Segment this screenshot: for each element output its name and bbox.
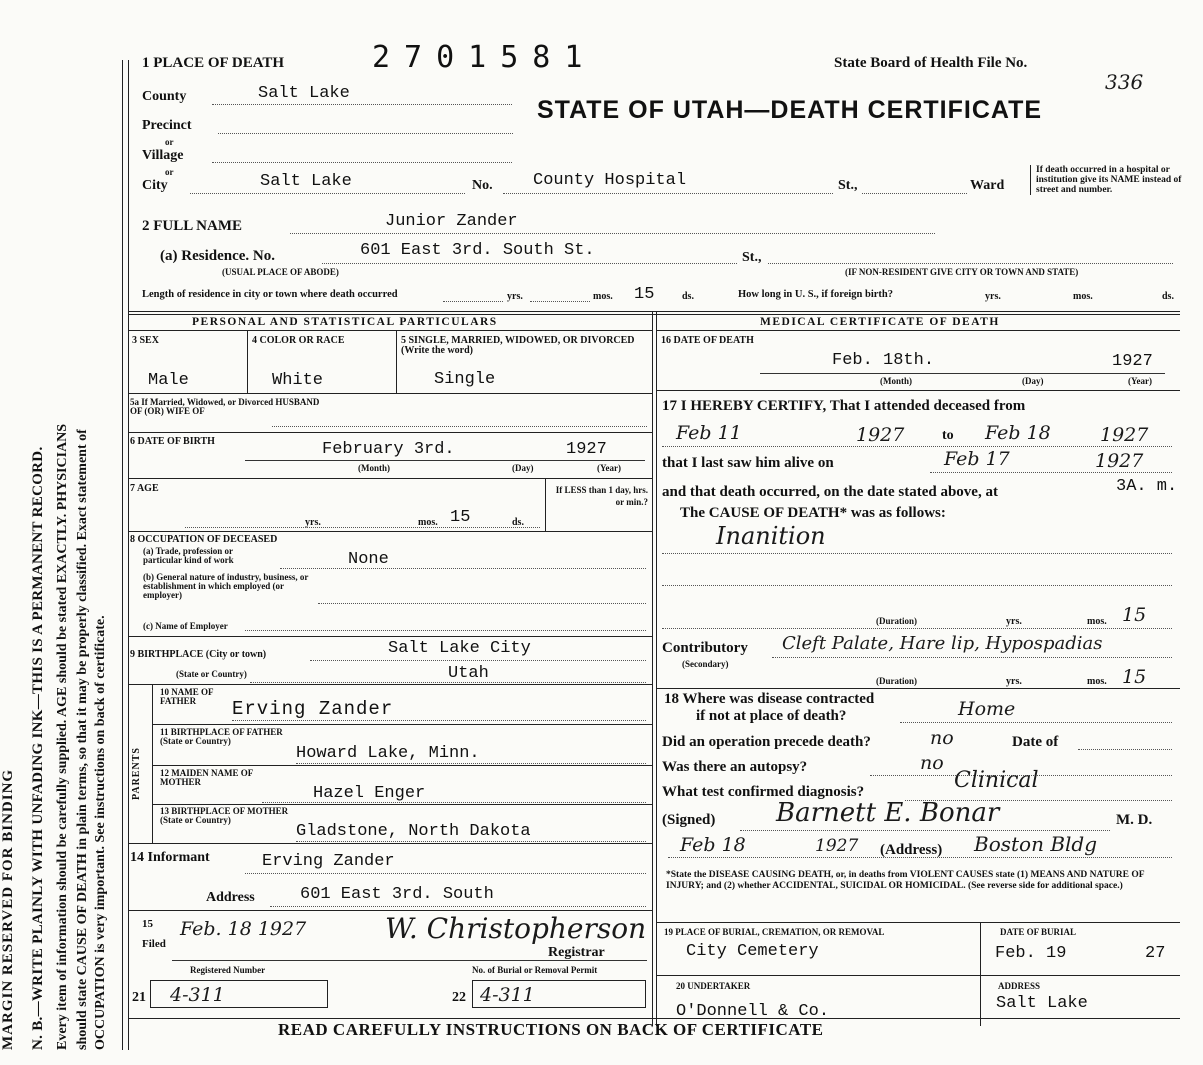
- death-occurred-label: and that death occurred, on the date stated above, at: [662, 484, 998, 500]
- main-bottom-line: [128, 1018, 1180, 1019]
- signed-date: Feb 18: [680, 834, 746, 856]
- dob-day-caption: (Day): [512, 463, 534, 473]
- registrar-signature: W. Christopherson: [385, 912, 647, 945]
- birthplace-state-caption: (State or Country): [176, 669, 247, 679]
- instruction-line-4: OCCUPATION is very important. See instructions on back of certificate.: [93, 615, 108, 1050]
- contributory-label: Contributory: [662, 640, 748, 656]
- file-no-label: State Board of Health File No.: [834, 55, 1028, 71]
- row-rule-2: [128, 432, 652, 433]
- last-seen-date: Feb 17: [944, 448, 1010, 470]
- county-value: Salt Lake: [258, 84, 350, 103]
- attended-from-year: 1927: [856, 424, 905, 446]
- contributory-value: Cleft Palate, Hare lip, Hypospadias: [782, 633, 1103, 654]
- age-mos-value: 15: [450, 508, 471, 527]
- nonresident-note: (IF NON-RESIDENT GIVE CITY OR TOWN AND STATE): [845, 267, 1079, 277]
- residence-st: St.,: [742, 250, 762, 265]
- cause-label: The CAUSE OF DEATH* was as follows:: [680, 505, 946, 521]
- age-mos-caption: mos.: [418, 517, 438, 528]
- physician-address: Boston Bldg: [974, 832, 1098, 856]
- instruction-line-2: Every item of information should be carefully supplied. AGE should be stated EXACTLY. PHYSICIANS: [55, 423, 70, 1050]
- duration-2-value: 15: [1122, 666, 1147, 688]
- md-label: M. D.: [1116, 812, 1153, 828]
- father-birthplace-value: Howard Lake, Minn.: [296, 744, 480, 763]
- burial-year-value: 27: [1145, 944, 1166, 963]
- us-residence-label: How long in U. S., if foreign birth?: [738, 289, 893, 300]
- less-than-label: If LESS than 1 day, hrs. or min.?: [555, 485, 648, 507]
- mother-birthplace-label: 13 BIRTHPLACE OF MOTHER (State or Country): [160, 806, 289, 825]
- residence-line: [322, 263, 737, 264]
- right-rule-3: [656, 922, 1180, 923]
- last-seen-year: 1927: [1095, 450, 1144, 472]
- dod-year-caption: (Year): [1128, 376, 1152, 386]
- box-21-label: 21: [132, 990, 146, 1005]
- street-value: County Hospital: [533, 171, 687, 190]
- where-value: Home: [958, 698, 1016, 720]
- father-value: Erving Zander: [232, 698, 394, 720]
- village-line: [212, 162, 512, 163]
- filed-date-value: Feb. 18 1927: [180, 918, 307, 940]
- right-rule-2: [656, 688, 1180, 689]
- city-label: City: [142, 178, 168, 193]
- undertaker-label: 20 UNDERTAKER: [676, 981, 751, 991]
- age-ds-caption: ds.: [512, 517, 524, 528]
- duration-line-1: [662, 628, 1172, 629]
- dod-line: [760, 373, 1165, 374]
- informant-address-value: 601 East 3rd. South: [300, 885, 494, 904]
- cause-footnote: *State the DISEASE CAUSING DEATH, or, in deaths from VIOLENT CAUSES state (1) MEANS AND NATURE OF INJURY; and (2) whether ACCIDENTAL, SUICIDAL OR HOMICIDAL. (See reverse side for additional space.): [666, 870, 1145, 891]
- occupation-b: (b) General nature of industry, business, or establishment in which employed (or employer): [143, 572, 309, 600]
- us-yrs: yrs.: [985, 291, 1001, 302]
- birthplace-label: 9 BIRTHPLACE (City or town): [130, 649, 267, 660]
- residence-label: (a) Residence. No.: [160, 248, 275, 264]
- ward-note: If death occurred in a hospital or institution give its NAME instead of street and number.: [1030, 165, 1184, 195]
- last-seen-line: [930, 472, 1172, 473]
- city-value: Salt Lake: [260, 172, 352, 191]
- row-rule-4: [128, 531, 652, 532]
- autopsy-value: no: [920, 752, 944, 774]
- parents-divider: [152, 685, 153, 843]
- registered-number-value: 4-311: [170, 984, 225, 1006]
- sex-label: 3 SEX: [132, 335, 159, 346]
- length-days-value: 15: [634, 285, 655, 304]
- place-of-death-label: 1 PLACE OF DEATH: [142, 55, 285, 71]
- mother-value: Hazel Enger: [313, 784, 426, 803]
- row-rule-9: [152, 804, 652, 805]
- birthplace-city-value: Salt Lake City: [388, 639, 531, 658]
- county-line: [212, 104, 512, 105]
- residence-value: 601 East 3rd. South St.: [360, 241, 595, 260]
- row-rule-8: [152, 765, 652, 766]
- personal-header: PERSONAL AND STATISTICAL PARTICULARS: [192, 316, 498, 328]
- full-name-label: 2 FULL NAME: [142, 218, 243, 234]
- right-rule-1: [656, 390, 1180, 391]
- us-ds: ds.: [1162, 291, 1174, 302]
- right-rule-4: [656, 975, 1180, 976]
- undertaker-address-label: ADDRESS: [998, 981, 1041, 991]
- mother-line: [262, 802, 646, 803]
- time-of-death: 3A. m.: [1116, 477, 1178, 496]
- dod-month-caption: (Month): [880, 376, 912, 386]
- duration-1-mos: mos.: [1087, 616, 1107, 627]
- certificate-number: 2701581: [372, 40, 597, 75]
- st-line: [862, 193, 967, 194]
- attended-line: [662, 446, 1172, 447]
- address-label: (Address): [880, 842, 943, 858]
- cause-line-1: [662, 553, 1172, 554]
- duration-2-mos: mos.: [1087, 676, 1107, 687]
- burial-place-label: 19 PLACE OF BURIAL, CREMATION, OR REMOVAL: [664, 927, 885, 937]
- city-line: [190, 193, 465, 194]
- main-top-line-2: [128, 314, 1180, 315]
- full-name-value: Junior Zander: [385, 212, 518, 231]
- dod-day-caption: (Day): [1022, 376, 1044, 386]
- burial-date-label: DATE OF BURIAL: [1000, 927, 1077, 937]
- registered-number-label: Registered Number: [190, 965, 266, 975]
- dob-year-caption: (Year): [597, 463, 621, 473]
- full-name-line: [290, 233, 935, 234]
- length-yrs-line: [443, 301, 503, 302]
- informant-address-line: [270, 906, 646, 907]
- dob-month-caption: (Month): [358, 463, 390, 473]
- dob-month-value: February 3rd.: [322, 440, 455, 459]
- medical-header: MEDICAL CERTIFICATE OF DEATH: [760, 316, 1000, 328]
- length-residence-label: Length of residence in city or town where death occurred: [142, 289, 398, 300]
- length-ds: ds.: [682, 291, 694, 302]
- row-rule-11: [128, 910, 652, 911]
- date-of-label: Date of: [1012, 734, 1059, 750]
- binding-margin-text: MARGIN RESERVED FOR BINDING: [0, 768, 16, 1050]
- registrar-line: [172, 960, 647, 961]
- father-label: 10 NAME OF FATHER: [160, 687, 214, 706]
- age-label: 7 AGE: [130, 483, 159, 494]
- dod-value: Feb. 18th.: [832, 351, 935, 370]
- occupation-line-1: [280, 568, 646, 569]
- mother-birthplace-value: Gladstone, North Dakota: [296, 822, 531, 841]
- secondary-caption: (Secondary): [682, 659, 729, 669]
- street-line: [503, 193, 833, 194]
- father-line: [232, 720, 646, 721]
- parents-label: PARENTS: [131, 747, 142, 800]
- dod-year-value: 1927: [1112, 352, 1153, 371]
- informant-value: Erving Zander: [262, 852, 395, 871]
- header-rule-right: [656, 330, 1180, 331]
- color-label: 4 COLOR OR RACE: [252, 335, 345, 346]
- cause-value: Inanition: [716, 522, 826, 550]
- row-rule-7: [152, 724, 652, 725]
- precinct-label: Precinct: [142, 118, 192, 133]
- undertaker-value: O'Donnell & Co.: [676, 1002, 830, 1021]
- attended-to-year: 1927: [1100, 424, 1149, 446]
- certify-text: 17 I HEREBY CERTIFY, That I attended deceased from: [662, 398, 1026, 414]
- signed-label: (Signed): [662, 812, 716, 828]
- informant-line: [245, 873, 646, 874]
- where-label: 18 Where was disease contracted: [664, 691, 875, 707]
- operation-value: no: [930, 727, 954, 749]
- burial-permit-label: No. of Burial or Removal Permit: [472, 965, 598, 975]
- duration-2-yrs: yrs.: [1006, 676, 1022, 687]
- duration-caption-2: (Duration): [876, 676, 917, 686]
- address-line: [668, 857, 1172, 858]
- frame-left-1: [122, 60, 123, 1050]
- burial-place-value: City Cemetery: [686, 942, 819, 961]
- burial-date-value: Feb. 19: [995, 944, 1067, 963]
- dod-label: 16 DATE OF DEATH: [661, 335, 754, 346]
- where-line: [900, 722, 1172, 723]
- dob-label: 6 DATE OF BIRTH: [130, 436, 215, 447]
- dob-year-value: 1927: [566, 440, 607, 459]
- birthplace-state-value: Utah: [448, 664, 489, 683]
- no-label: No.: [472, 178, 493, 193]
- occupation-line-2: [318, 603, 646, 604]
- row-rule-10: [128, 843, 652, 844]
- village-label: Village: [142, 148, 184, 163]
- operation-line: [1078, 749, 1172, 750]
- row-rule-1: [128, 393, 652, 394]
- length-yrs: yrs.: [507, 291, 523, 302]
- row-rule-3: [128, 478, 652, 479]
- attended-to-value: Feb 18: [985, 422, 1051, 444]
- attended-from-value: Feb 11: [676, 422, 742, 444]
- main-top-line: [128, 311, 1180, 312]
- undertaker-address-value: Salt Lake: [996, 994, 1088, 1013]
- physician-signature: Barnett E. Bonar: [776, 798, 1000, 828]
- age-line: [185, 527, 540, 528]
- precinct-line: [218, 133, 513, 134]
- usual-abode-note: (USUAL PLACE OF ABODE): [222, 267, 339, 277]
- row-rule-5: [128, 636, 652, 637]
- marital-label: 5 SINGLE, MARRIED, WIDOWED, OR DIVORCED (Write the word): [401, 335, 635, 356]
- filed-label: 15 Filed: [142, 918, 166, 950]
- to-label: to: [942, 428, 954, 443]
- father-birthplace-label: 11 BIRTHPLACE OF FATHER (State or Country): [160, 727, 283, 746]
- burial-permit-value: 4-311: [480, 984, 535, 1006]
- autopsy-label: Was there an autopsy?: [662, 759, 808, 775]
- signed-line: [740, 830, 1110, 831]
- box-22-label: 22: [452, 990, 466, 1005]
- or-2: or: [165, 167, 174, 177]
- color-divider: [396, 331, 397, 394]
- sex-value: Male: [148, 371, 189, 390]
- ward-label: Ward: [970, 178, 1005, 193]
- or-1: or: [165, 137, 174, 147]
- birthplace-line: [310, 660, 646, 661]
- signed-year: 1927: [815, 836, 859, 856]
- duration-caption-1: (Duration): [876, 616, 917, 626]
- occupation-a: (a) Trade, profession or particular kind of work: [143, 546, 234, 565]
- last-seen-label: that I last saw him alive on: [662, 455, 834, 471]
- registrar-label: Registrar: [548, 945, 605, 960]
- where-label-2: if not at place of death?: [696, 708, 847, 724]
- test-value: Clinical: [954, 768, 1039, 793]
- informant-address-label: Address: [206, 890, 255, 905]
- age-divider: [545, 479, 546, 531]
- father-birthplace-line: [296, 763, 646, 764]
- duration-1-yrs: yrs.: [1006, 616, 1022, 627]
- instruction-line-3: should state CAUSE OF DEATH in plain terms, so that it may be properly classified. Exact statement of: [75, 429, 90, 1050]
- footer-instructions: READ CAREFULLY INSTRUCTIONS ON BACK OF CERTIFICATE: [278, 1020, 824, 1039]
- test-label: What test confirmed diagnosis?: [662, 784, 865, 800]
- row-rule-6: [128, 684, 652, 685]
- occupation-value: None: [348, 550, 389, 569]
- color-value: White: [272, 371, 324, 390]
- length-mos-line: [530, 301, 590, 302]
- occupation-label: 8 OCCUPATION OF DECEASED: [130, 534, 278, 545]
- residence-city-line: [768, 263, 1173, 264]
- county-label: County: [142, 89, 187, 104]
- marital-value: Single: [434, 370, 496, 389]
- length-mos: mos.: [593, 291, 613, 302]
- frame-left-2: [128, 60, 129, 1050]
- dob-line: [245, 460, 645, 461]
- cause-line-2: [662, 585, 1172, 586]
- column-divider: [652, 311, 653, 1026]
- informant-label: 14 Informant: [130, 850, 210, 865]
- employer-line: [245, 630, 646, 631]
- mother-birthplace-line: [296, 841, 646, 842]
- occupation-c: (c) Name of Employer: [143, 621, 228, 631]
- duration-1-value: 15: [1122, 604, 1147, 626]
- certificate-title: STATE OF UTAH—DEATH CERTIFICATE: [537, 96, 1043, 124]
- header-rule-left: [128, 330, 652, 331]
- spouse-label: 5a If Married, Widowed, or Divorced HUSBAND OF (OR) WIFE OF: [130, 397, 320, 416]
- st-label: St.,: [838, 178, 858, 193]
- sex-divider: [247, 331, 248, 394]
- file-number: 336: [1105, 70, 1144, 94]
- mother-label: 12 MAIDEN NAME OF MOTHER: [160, 768, 253, 787]
- birthplace-state-line: [250, 682, 646, 683]
- column-divider-2: [656, 311, 657, 1026]
- instruction-nb: N. B.—WRITE PLAINLY WITH UNFADING INK—THIS IS A PERMANENT RECORD.: [30, 446, 46, 1050]
- spouse-line: [272, 426, 647, 427]
- us-mos: mos.: [1073, 291, 1093, 302]
- contributory-line: [772, 657, 1172, 658]
- operation-label: Did an operation precede death?: [662, 734, 871, 750]
- age-yrs-caption: yrs.: [305, 517, 321, 528]
